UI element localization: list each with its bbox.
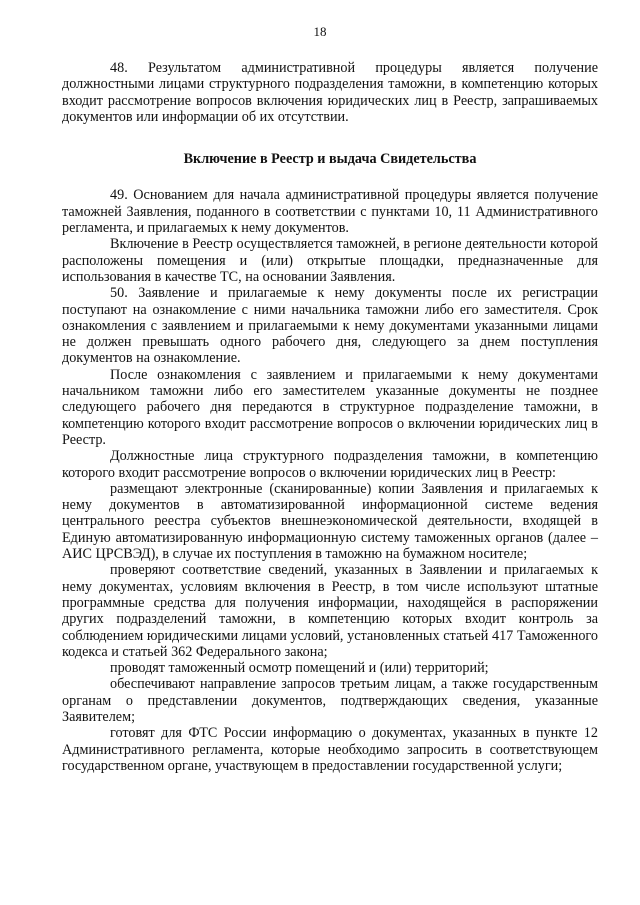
page-number: 18 [313, 24, 327, 39]
paragraph-49-cont: Включение в Реестр осуществляется таможней, в регионе деятельности которой расположены помещения и (или) открытые площадки, предназначенные для использования в качестве ТС, на основании Заявления. [62, 236, 598, 285]
paragraph-officials-intro: Должностные лица структурного подразделения таможни, в компетенцию которого входит рассмотрение вопросов о включении юридических лиц в Реестр: [62, 448, 598, 481]
list-item: проводят таможенный осмотр помещений и (или) территорий; [110, 660, 489, 677]
list-item: готовят для ФТС России информацию о документах, указанных в пункте 12 Административного регламента, которые необходимо запросить в соответствующем государственном органе, участвующем в предоставлении государственной услуги; [62, 725, 598, 774]
list-item: обеспечивают направление запросов третьим лицам, а также государственным органам о представлении документов, подтверждающих сведения, указанные Заявителем; [62, 676, 598, 725]
section-heading: Включение в Реестр и выдача Свидетельства [183, 151, 477, 168]
paragraph-48: 48. Результатом административной процедуры является получение должностными лицами структурного подразделения таможни, в компетенцию которых входит рассмотрение вопросов включения юридических лиц в Реестр, запрашиваемых документов или информации об их отсутствии. [62, 60, 598, 125]
paragraph-50: 50. Заявление и прилагаемые к нему документы после их регистрации поступают на ознакомление с ними начальника таможни либо его заместителя. Срок ознакомления с заявлением и прилагаемыми к нему документами указанными лицами не должен превышать одного рабочего дня, следующего за днем поступления документов на ознакомление. [62, 285, 598, 367]
paragraph-50-review: После ознакомления с заявлением и прилагаемыми к нему документами начальником таможни либо его заместителем указанные документы не позднее следующего рабочего дня передаются в структурное подразделение таможни, в компетенцию которого входит рассмотрение вопросов о включении юридических лиц в Реестр. [62, 366, 598, 448]
list-item: проверяют соответствие сведений, указанных в Заявлении и прилагаемых к нему документах, условиям включения в Реестр, в том числе используют штатные программные средства для получения информации, находящейся в распоряжении других подразделений таможни, в компетенцию которых входит контроль за соблюдением юридическими лицами условий, установленных статьей 417 Таможенного кодекса и статьей 362 Федерального закона; [62, 562, 598, 660]
paragraph-49: 49. Основанием для начала административной процедуры является получение таможней Заявления, поданного в соответствии с пунктами 10, 11 Административного регламента, и прилагаемых к нему документов. [62, 187, 598, 237]
document-body [62, 60, 598, 774]
list-item: размещают электронные (сканированные) копии Заявления и прилагаемых к нему документов в автоматизированной информационной системе ведения центрального реестра субъектов внешнеэкономической деятельности, входящей в Единую автоматизированную информационную систему таможенных органов (далее – АИС ЦРСВЭД), в случае их поступления в таможню на бумажном носителе; [62, 480, 598, 563]
